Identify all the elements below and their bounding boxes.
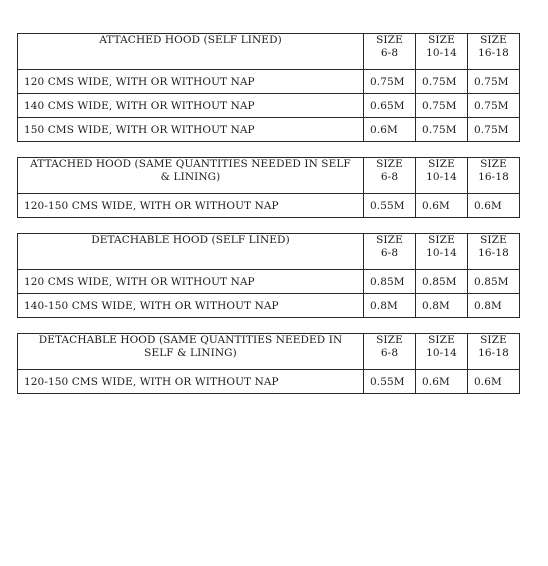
size-column-header bbox=[416, 234, 468, 270]
table-title: ATTACHED HOOD (SELF LINED) bbox=[18, 34, 364, 70]
fabric-requirements-page bbox=[17, 33, 519, 409]
size-label: SIZE bbox=[428, 334, 455, 346]
quantity-cell: 0.6M bbox=[364, 118, 416, 142]
size-range: 10-14 bbox=[426, 246, 457, 259]
size-range: 10-14 bbox=[426, 346, 457, 359]
size-column-header bbox=[364, 334, 416, 370]
size-range: 10-14 bbox=[426, 170, 457, 183]
size-column-header bbox=[416, 34, 468, 70]
size-column-header bbox=[468, 334, 520, 370]
quantity-cell: 0.65M bbox=[364, 94, 416, 118]
fabric-width-description: 120 CMS WIDE, WITH OR WITHOUT NAP bbox=[18, 70, 364, 94]
size-label: SIZE bbox=[376, 158, 403, 170]
table-header-row bbox=[18, 234, 520, 270]
size-label: SIZE bbox=[428, 234, 455, 246]
size-range: 6-8 bbox=[380, 346, 399, 359]
size-label: SIZE bbox=[480, 334, 507, 346]
table-header-row bbox=[18, 334, 520, 370]
quantity-cell: 0.85M bbox=[416, 270, 468, 294]
size-range: 16-18 bbox=[478, 346, 509, 359]
size-label: SIZE bbox=[428, 34, 455, 46]
table-row bbox=[18, 370, 520, 394]
quantity-cell: 0.6M bbox=[416, 194, 468, 218]
quantity-cell: 0.75M bbox=[416, 94, 468, 118]
quantity-cell: 0.75M bbox=[416, 118, 468, 142]
quantity-cell: 0.75M bbox=[468, 70, 520, 94]
table-title: DETACHABLE HOOD (SELF LINED) bbox=[18, 234, 364, 270]
quantity-cell: 0.6M bbox=[468, 194, 520, 218]
fabric-width-description: 120 CMS WIDE, WITH OR WITHOUT NAP bbox=[18, 270, 364, 294]
detachable-hood-self-lined-table bbox=[17, 233, 520, 318]
size-column-header bbox=[416, 334, 468, 370]
table-header-row bbox=[18, 34, 520, 70]
size-label: SIZE bbox=[376, 334, 403, 346]
size-column-header bbox=[416, 158, 468, 194]
size-column-header bbox=[468, 158, 520, 194]
table-row bbox=[18, 118, 520, 142]
table-row bbox=[18, 270, 520, 294]
size-range: 6-8 bbox=[380, 170, 399, 183]
quantity-cell: 0.85M bbox=[468, 270, 520, 294]
table-row bbox=[18, 94, 520, 118]
fabric-width-description: 120-150 CMS WIDE, WITH OR WITHOUT NAP bbox=[18, 370, 364, 394]
size-label: SIZE bbox=[480, 234, 507, 246]
quantity-cell: 0.6M bbox=[416, 370, 468, 394]
table-row bbox=[18, 70, 520, 94]
size-label: SIZE bbox=[428, 158, 455, 170]
size-column-header bbox=[468, 234, 520, 270]
size-column-header bbox=[364, 158, 416, 194]
size-range: 16-18 bbox=[478, 46, 509, 59]
quantity-cell: 0.75M bbox=[364, 70, 416, 94]
quantity-cell: 0.55M bbox=[364, 194, 416, 218]
table-title: DETACHABLE HOOD (SAME QUANTITIES NEEDED IN SELF & LINING) bbox=[18, 334, 364, 370]
size-column-header bbox=[364, 234, 416, 270]
size-column-header bbox=[468, 34, 520, 70]
size-label: SIZE bbox=[376, 234, 403, 246]
quantity-cell: 0.85M bbox=[364, 270, 416, 294]
table-row bbox=[18, 294, 520, 318]
attached-hood-self-lined-table bbox=[17, 33, 520, 142]
size-range: 6-8 bbox=[380, 246, 399, 259]
size-range: 6-8 bbox=[380, 46, 399, 59]
size-label: SIZE bbox=[480, 158, 507, 170]
attached-hood-self-and-lining-table bbox=[17, 157, 520, 218]
table-header-row bbox=[18, 158, 520, 194]
size-label: SIZE bbox=[376, 34, 403, 46]
quantity-cell: 0.75M bbox=[416, 70, 468, 94]
fabric-width-description: 140-150 CMS WIDE, WITH OR WITHOUT NAP bbox=[18, 294, 364, 318]
quantity-cell: 0.75M bbox=[468, 94, 520, 118]
fabric-width-description: 120-150 CMS WIDE, WITH OR WITHOUT NAP bbox=[18, 194, 364, 218]
size-range: 16-18 bbox=[478, 246, 509, 259]
quantity-cell: 0.75M bbox=[468, 118, 520, 142]
quantity-cell: 0.55M bbox=[364, 370, 416, 394]
table-title: ATTACHED HOOD (SAME QUANTITIES NEEDED IN SELF & LINING) bbox=[18, 158, 364, 194]
quantity-cell: 0.8M bbox=[364, 294, 416, 318]
table-row bbox=[18, 194, 520, 218]
size-range: 16-18 bbox=[478, 170, 509, 183]
quantity-cell: 0.8M bbox=[416, 294, 468, 318]
detachable-hood-self-and-lining-table bbox=[17, 333, 520, 394]
fabric-width-description: 140 CMS WIDE, WITH OR WITHOUT NAP bbox=[18, 94, 364, 118]
size-label: SIZE bbox=[480, 34, 507, 46]
quantity-cell: 0.8M bbox=[468, 294, 520, 318]
size-range: 10-14 bbox=[426, 46, 457, 59]
quantity-cell: 0.6M bbox=[468, 370, 520, 394]
fabric-width-description: 150 CMS WIDE, WITH OR WITHOUT NAP bbox=[18, 118, 364, 142]
size-column-header bbox=[364, 34, 416, 70]
